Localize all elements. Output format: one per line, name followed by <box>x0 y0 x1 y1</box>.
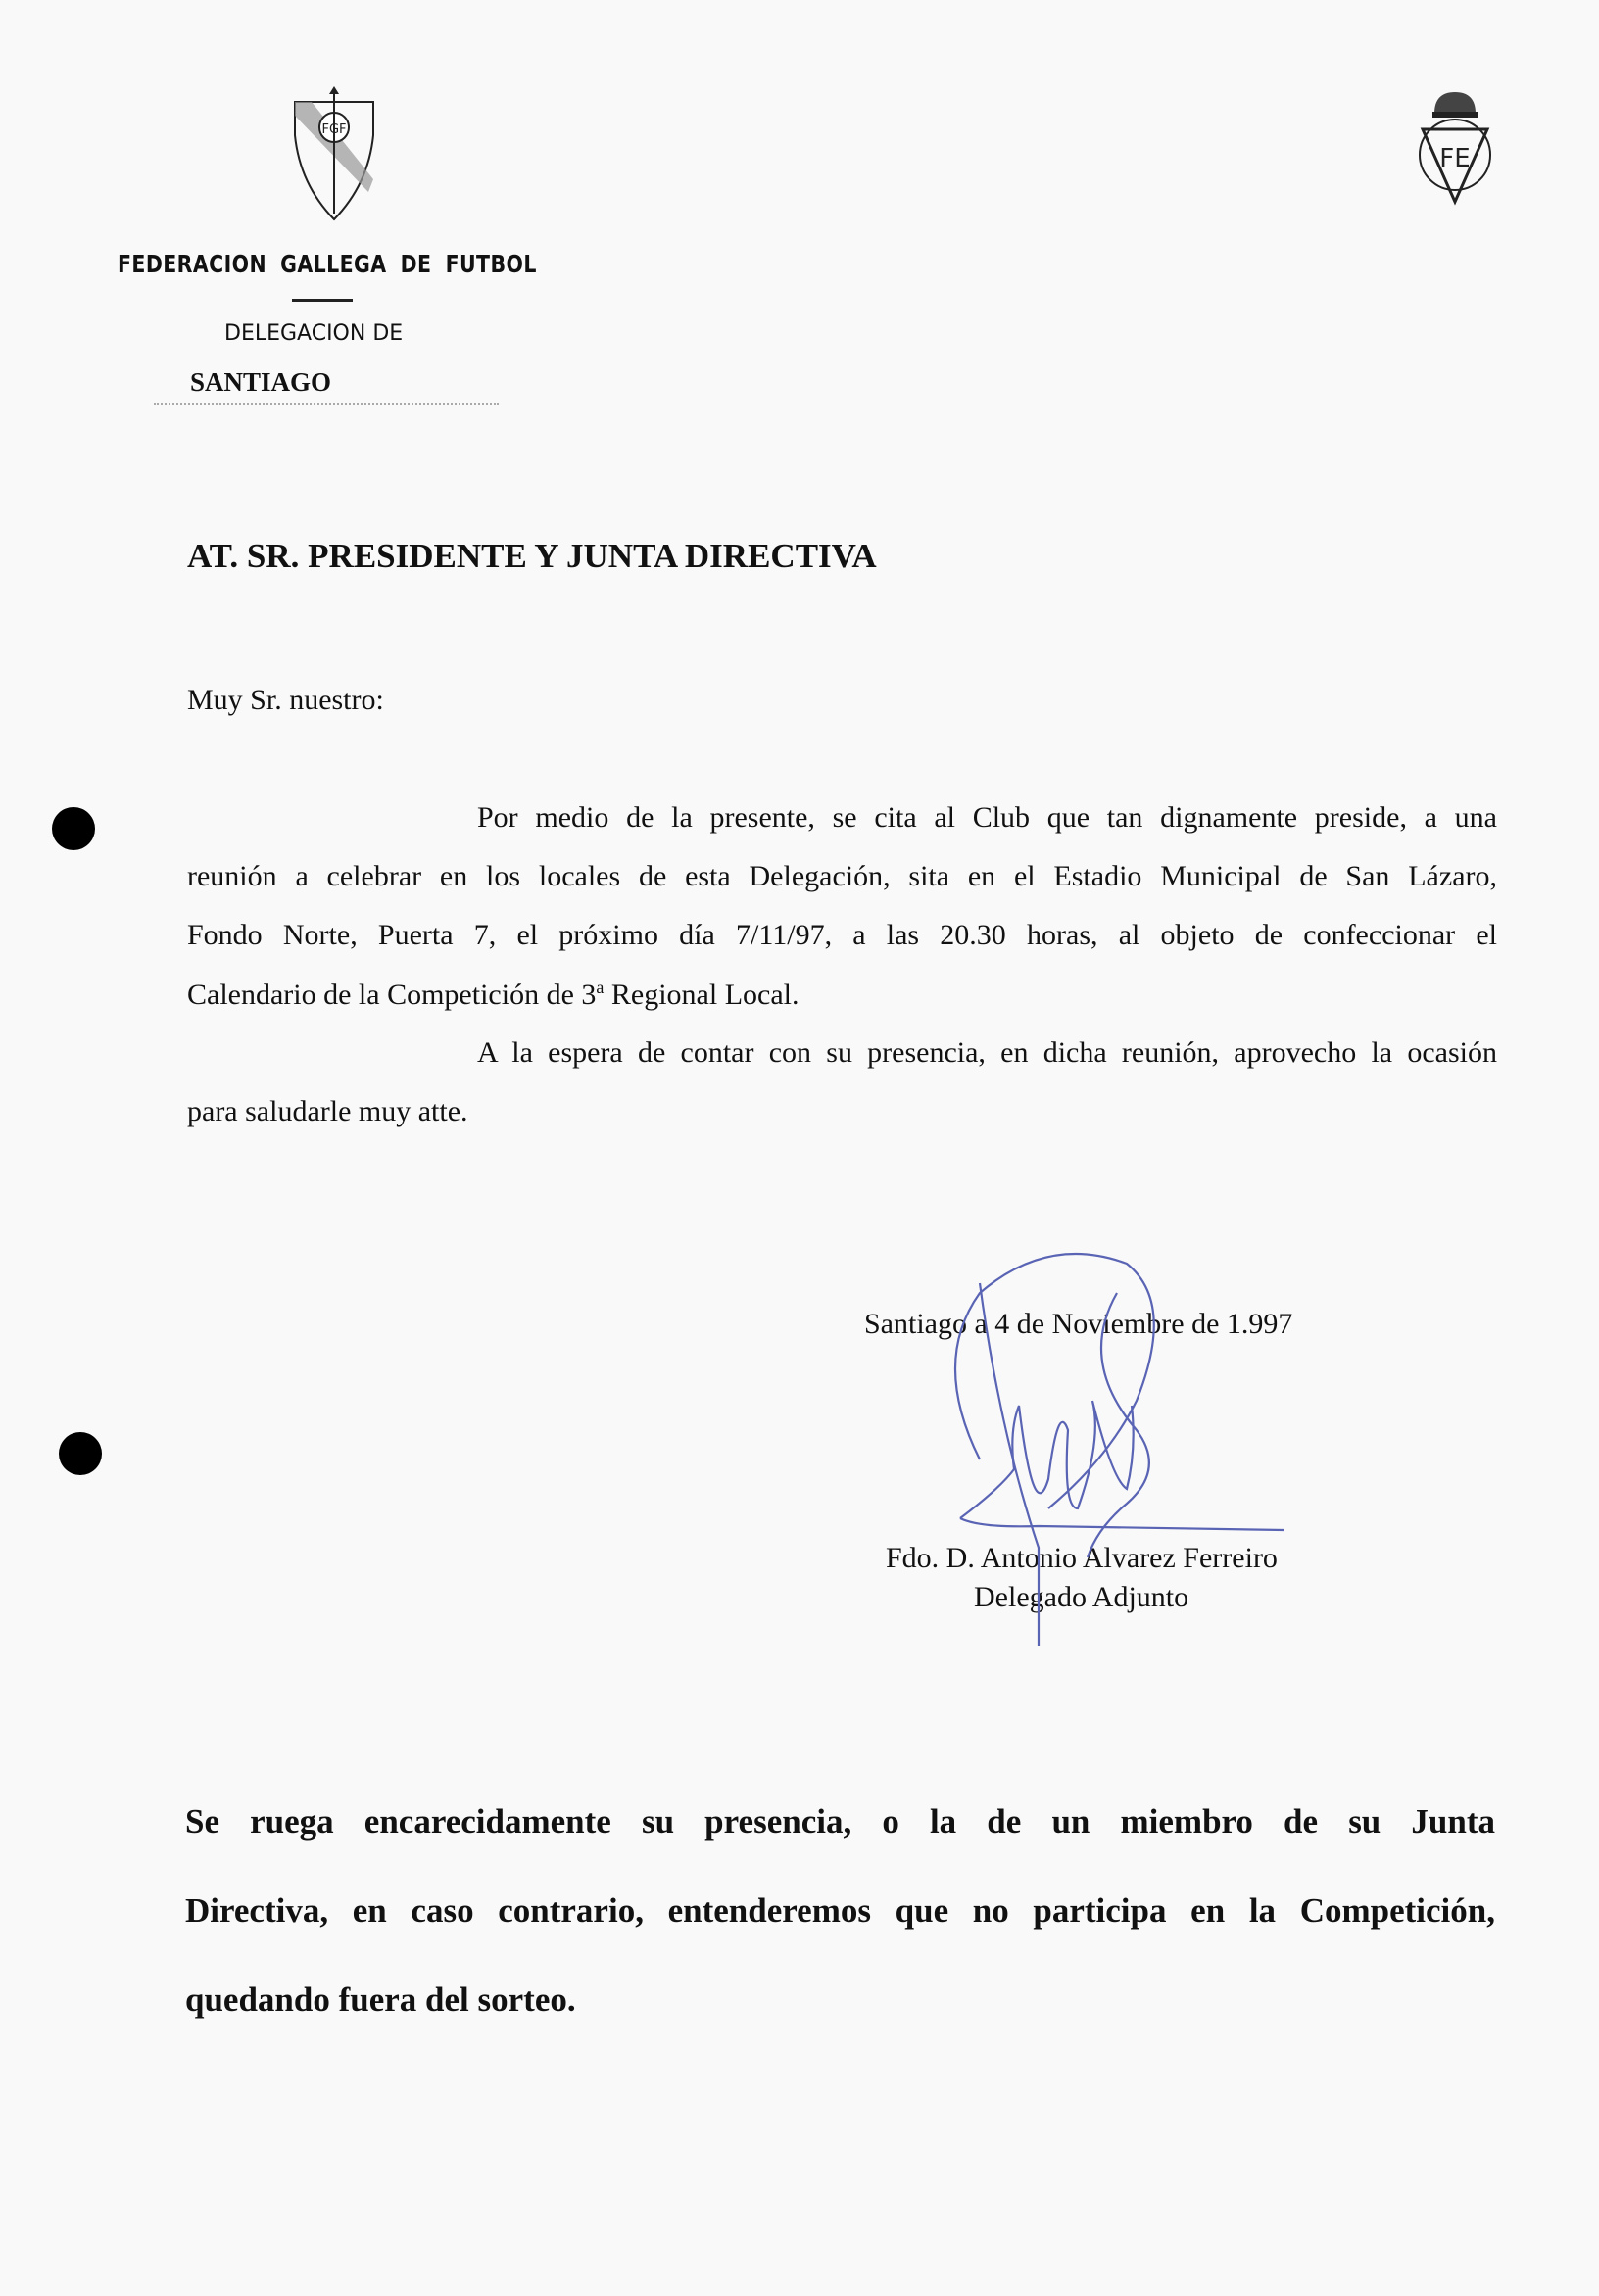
notice-line: Se ruega encarecidamente su presencia, o la de un miembro de su Junta <box>185 1802 1495 1841</box>
recipient-heading: AT. SR. PRESIDENTE Y JUNTA DIRECTIVA <box>187 537 877 575</box>
organization-name: FEDERACION GALLEGA DE FUTBOL <box>118 250 537 278</box>
body-text: Regional Local. <box>604 979 800 1011</box>
notice-line: Directiva, en caso contrario, entenderemos que no participa en la Competición, <box>185 1891 1495 1930</box>
svg-text:FE: FE <box>1439 144 1471 173</box>
ordinal-superscript: a <box>596 978 605 997</box>
notice-line: quedando fuera del sorteo. <box>185 1981 576 2019</box>
body-line: Fondo Norte, Puerta 7, el próximo día 7/11/97, a las 20.30 horas, al objeto de confeccionar el <box>187 919 1497 951</box>
spanish-federation-crest-logo <box>1413 86 1497 208</box>
dotted-line <box>154 403 499 405</box>
body-line <box>187 978 1497 1012</box>
body-text: Calendario de la Competición de 3 <box>187 979 597 1011</box>
delegation-label: DELEGACION DE <box>224 321 404 346</box>
handwritten-signature <box>941 1234 1293 1646</box>
delegation-city: SANTIAGO <box>190 367 332 397</box>
signer-name: Fdo. D. Antonio Alvarez Ferreiro <box>886 1542 1278 1574</box>
body-line: reunión a celebrar en los locales de esta Delegación, sita en el Estadio Municipal de San Lázaro, <box>187 860 1497 892</box>
galician-federation-crest-logo <box>290 86 378 223</box>
body-line: Por medio de la presente, se cita al Club que tan dignamente preside, a una <box>477 801 1497 834</box>
signer-title: Delegado Adjunto <box>974 1581 1189 1613</box>
svg-text:FGF: FGF <box>321 122 347 137</box>
salutation: Muy Sr. nuestro: <box>187 684 384 716</box>
body-line: para saludarle muy atte. <box>187 1095 468 1127</box>
divider <box>292 299 353 302</box>
body-line: A la espera de contar con su presencia, en dicha reunión, aprovecho la ocasión <box>477 1036 1497 1069</box>
punch-hole <box>59 1432 102 1475</box>
punch-hole <box>52 807 95 850</box>
date-line: Santiago a 4 de Noviembre de 1.997 <box>864 1308 1293 1340</box>
